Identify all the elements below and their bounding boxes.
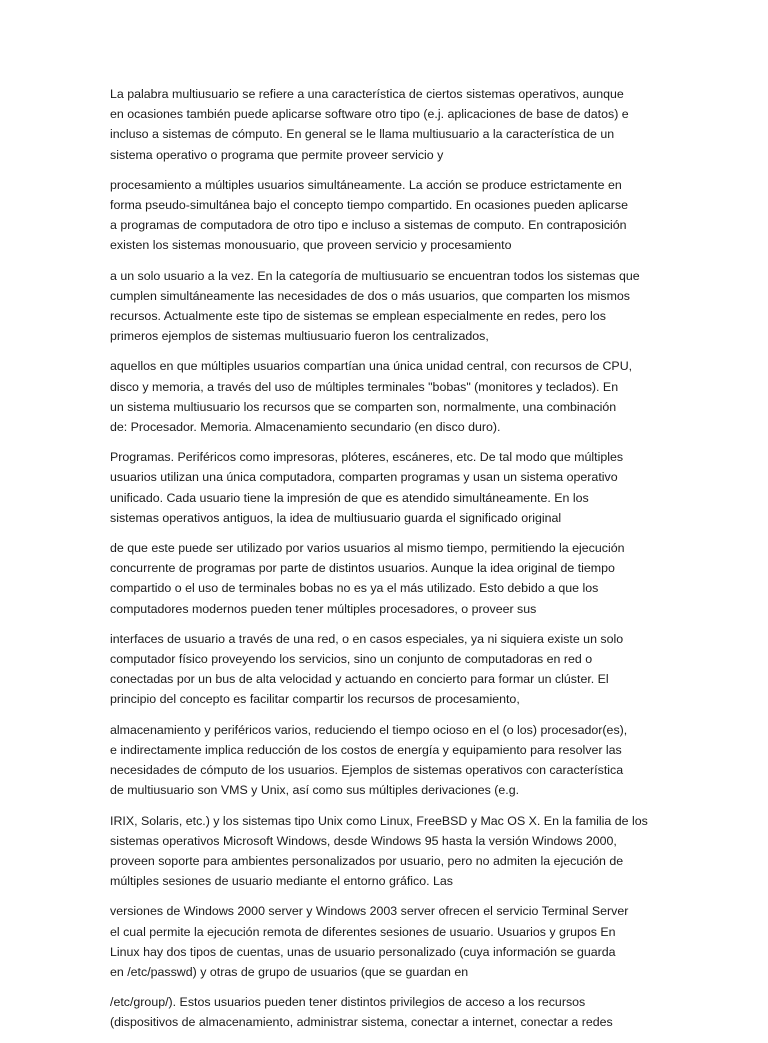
text-line: Programas. Periféricos como impresoras, plóteres, escáneres, etc. De tal modo que múltiples bbox=[110, 450, 624, 465]
text-line: aquellos en que múltiples usuarios compartían una única unidad central, con recursos de CPU, bbox=[110, 359, 633, 374]
text-line: cumplen simultáneamente las necesidades de dos o más usuarios, que comparten los mismos bbox=[110, 288, 630, 303]
paragraph bbox=[110, 901, 660, 982]
document-body bbox=[110, 84, 660, 1043]
paragraph bbox=[110, 447, 660, 528]
text-line: incluso a sistemas de cómputo. En general se le llama multiusuario a la característica de un bbox=[110, 127, 615, 142]
paragraph bbox=[110, 811, 660, 892]
text-line: compartido o el uso de terminales bobas no es ya el más utilizado. Esto debido a que los bbox=[110, 581, 599, 596]
text-line: proveen soporte para ambientes personalizados por usuario, pero no admiten la ejecución de bbox=[110, 853, 624, 868]
text-line: /etc/group/). Estos usuarios pueden tener distintos privilegios de acceso a los recursos bbox=[110, 995, 586, 1010]
text-line: IRIX, Solaris, etc.) y los sistemas tipo Unix como Linux, FreeBSD y Mac OS X. En la familia de los bbox=[110, 813, 648, 828]
text-line: sistemas operativos antiguos, la idea de multiusuario guarda el significado original bbox=[110, 510, 562, 525]
text-line: de: Procesador. Memoria. Almacenamiento secundario (en disco duro). bbox=[110, 420, 501, 435]
text-line: versiones de Windows 2000 server y Windows 2003 server ofrecen el servicio Terminal Server bbox=[110, 904, 629, 919]
text-line: conectadas por un bus de alta velocidad y actuando en concierto para formar un clúster. El bbox=[110, 672, 609, 687]
text-line: recursos. Actualmente este tipo de sistemas se emplean especialmente en redes, pero los bbox=[110, 309, 606, 324]
paragraph bbox=[110, 175, 660, 256]
text-line: concurrente de programas por parte de distintos usuarios. Aunque la idea original de tiempo bbox=[110, 561, 615, 576]
paragraph bbox=[110, 266, 660, 347]
text-line: principio del concepto es facilitar compartir los recursos de procesamiento, bbox=[110, 692, 520, 707]
paragraph bbox=[110, 629, 660, 710]
text-line: en /etc/passwd) y otras de grupo de usuarios (que se guardan en bbox=[110, 964, 469, 979]
text-line: múltiples sesiones de usuario mediante el entorno gráfico. Las bbox=[110, 874, 454, 889]
text-line: el cual permite la ejecución remota de diferentes sesiones de usuario. Usuarios y grupos En bbox=[110, 924, 616, 939]
text-line: forma pseudo-simultánea bajo el concepto tiempo compartido. En ocasiones pueden aplicarse bbox=[110, 198, 628, 213]
text-line: de multiusuario son VMS y Unix, así como sus múltiples derivaciones (e.g. bbox=[110, 783, 520, 798]
text-line: sistema operativo o programa que permite proveer servicio y bbox=[110, 147, 444, 162]
text-line: en ocasiones también puede aplicarse software otro tipo (e.j. aplicaciones de base de datos) e bbox=[110, 107, 629, 122]
text-line: de que este puede ser utilizado por varios usuarios al mismo tiempo, permitiendo la ejecución bbox=[110, 541, 625, 556]
text-line: La palabra multiusuario se refiere a una característica de ciertos sistemas operativos, aunque bbox=[110, 87, 624, 101]
text-line: a programas de computadora de otro tipo e incluso a sistemas de computo. En contraposición bbox=[110, 218, 627, 233]
text-line: e indirectamente implica reducción de los costos de energía y equipamiento para resolver las bbox=[110, 742, 622, 757]
paragraph bbox=[110, 538, 660, 619]
paragraph bbox=[110, 720, 660, 801]
text-line: (dispositivos de almacenamiento, administrar sistema, conectar a internet, conectar a redes bbox=[110, 1015, 613, 1030]
text-line: almacenamiento y periféricos varios, reduciendo el tiempo ocioso en el (o los) procesador(es), bbox=[110, 722, 628, 737]
text-line: computador físico proveyendo los servicios, sino un conjunto de computadoras en red o bbox=[110, 652, 593, 667]
text-line: primeros ejemplos de sistemas multiusuario fueron los centralizados, bbox=[110, 329, 489, 344]
paragraph bbox=[110, 356, 660, 437]
text-line: Linux hay dos tipos de cuentas, unas de usuario personalizado (cuya información se guarda bbox=[110, 944, 616, 959]
text-line: unificado. Cada usuario tiene la impresión de que es atendido simultáneamente. En los bbox=[110, 490, 589, 505]
text-line: un sistema multiusuario los recursos que se comparten son, normalmente, una combinación bbox=[110, 399, 617, 414]
text-line: necesidades de cómputo de los usuarios. Ejemplos de sistemas operativos con característica bbox=[110, 763, 624, 778]
text-line: interfaces de usuario a través de una red, o en casos especiales, ya ni siquiera existe un solo bbox=[110, 631, 624, 646]
paragraph bbox=[110, 84, 660, 165]
text-line: disco y memoria, a través del uso de múltiples terminales "bobas" (monitores y teclados). En bbox=[110, 379, 619, 394]
text-line: a un solo usuario a la vez. En la categoría de multiusuario se encuentran todos los sistemas que bbox=[110, 268, 640, 283]
text-line: computadores modernos pueden tener múltiples procesadores, o proveer sus bbox=[110, 601, 537, 616]
text-line: usuarios utilizan una única computadora, comparten programas y usan un sistema operativo bbox=[110, 470, 618, 485]
text-line: existen los sistemas monousuario, que proveen servicio y procesamiento bbox=[110, 238, 512, 253]
text-line: procesamiento a múltiples usuarios simultáneamente. La acción se produce estrictamente en bbox=[110, 177, 622, 192]
text-line: sistemas operativos Microsoft Windows, desde Windows 95 hasta la versión Windows 2000, bbox=[110, 833, 617, 848]
paragraph bbox=[110, 992, 660, 1032]
